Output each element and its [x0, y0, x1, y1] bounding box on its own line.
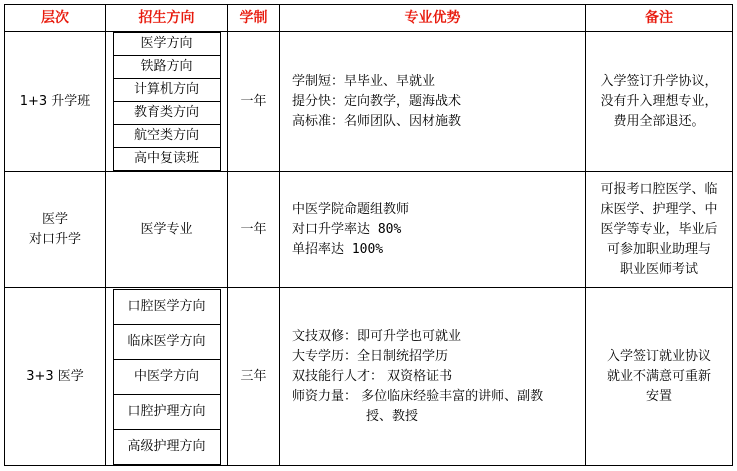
note-line: 就业不满意可重新 — [606, 368, 711, 384]
advantage-line: 提分快：定向教学，题海战术 — [292, 93, 462, 109]
note-line: 床医学、护理学、中 — [600, 201, 718, 217]
note-line: 可参加职业助理与 — [606, 241, 711, 257]
direction-item: 计算机方向 — [113, 79, 221, 102]
direction-item: 航空类方向 — [113, 125, 221, 148]
advantage-line: 授、教授 — [366, 408, 419, 424]
direction-item: 教育类方向 — [113, 102, 221, 125]
direction-list — [113, 32, 221, 171]
level-line: 对口升学 — [28, 231, 81, 247]
advantage-line: 双技能行人才： 双资格证书 — [292, 368, 453, 384]
direction-item: 口腔护理方向 — [113, 395, 221, 430]
header-notes: 备注 — [586, 5, 733, 32]
header-advantages: 专业优势 — [280, 5, 586, 32]
level-cell — [5, 172, 106, 288]
duration-cell: 一年 — [228, 172, 280, 288]
advantage-line: 高标准：名师团队、因材施教 — [292, 113, 462, 129]
table-row — [5, 172, 733, 288]
table-row — [5, 32, 733, 172]
header-duration: 学制 — [228, 5, 280, 32]
note-line: 医学等专业，毕业后 — [600, 221, 718, 237]
direction-item: 临床医学方向 — [113, 325, 221, 360]
header-direction: 招生方向 — [106, 5, 228, 32]
direction-item: 铁路方向 — [113, 56, 221, 79]
note-line: 费用全部退还。 — [613, 113, 705, 129]
note-line: 入学签订升学协议， — [600, 73, 718, 89]
note-line: 可报考口腔医学、临 — [600, 181, 718, 197]
direction-item: 高中复读班 — [113, 148, 221, 171]
direction-cell — [106, 288, 228, 466]
advantage-line: 学制短：早毕业、早就业 — [292, 73, 436, 89]
notes-cell — [586, 32, 733, 172]
level-cell: 1+3 升学班 — [5, 32, 106, 172]
advantage-line: 文技双修：即可升学也可就业 — [292, 328, 462, 344]
advantages-cell — [280, 172, 586, 288]
direction-cell: 医学专业 — [106, 172, 228, 288]
direction-item: 高级护理方向 — [113, 430, 221, 465]
advantages-cell — [280, 32, 586, 172]
advantages-cell — [280, 288, 586, 466]
level-line: 医学 — [41, 211, 68, 227]
advantage-line: 单招率达 100% — [292, 241, 384, 257]
enrollment-table — [4, 4, 733, 466]
note-line: 职业医师考试 — [619, 261, 698, 277]
notes-cell — [586, 288, 733, 466]
level-cell: 3+3 医学 — [5, 288, 106, 466]
header-level: 层次 — [5, 5, 106, 32]
direction-item: 口腔医学方向 — [113, 289, 221, 325]
notes-cell — [586, 172, 733, 288]
direction-cell — [106, 32, 228, 172]
advantage-line: 师资力量： 多位临床经验丰富的讲师、副教 — [292, 388, 544, 404]
note-line: 入学签订就业协议 — [606, 348, 711, 364]
advantage-line: 中医学院命题组教师 — [292, 201, 410, 217]
duration-cell: 一年 — [228, 32, 280, 172]
direction-list — [113, 289, 221, 465]
direction-item: 中医学方向 — [113, 360, 221, 395]
duration-cell: 三年 — [228, 288, 280, 466]
note-line: 没有升入理想专业， — [600, 93, 718, 109]
note-line: 安置 — [645, 388, 672, 404]
header-row — [5, 5, 733, 32]
advantage-line: 大专学历：全日制统招学历 — [292, 348, 449, 364]
advantage-line: 对口升学率达 80% — [292, 221, 402, 237]
direction-item: 医学方向 — [113, 32, 221, 56]
table-row — [5, 288, 733, 466]
